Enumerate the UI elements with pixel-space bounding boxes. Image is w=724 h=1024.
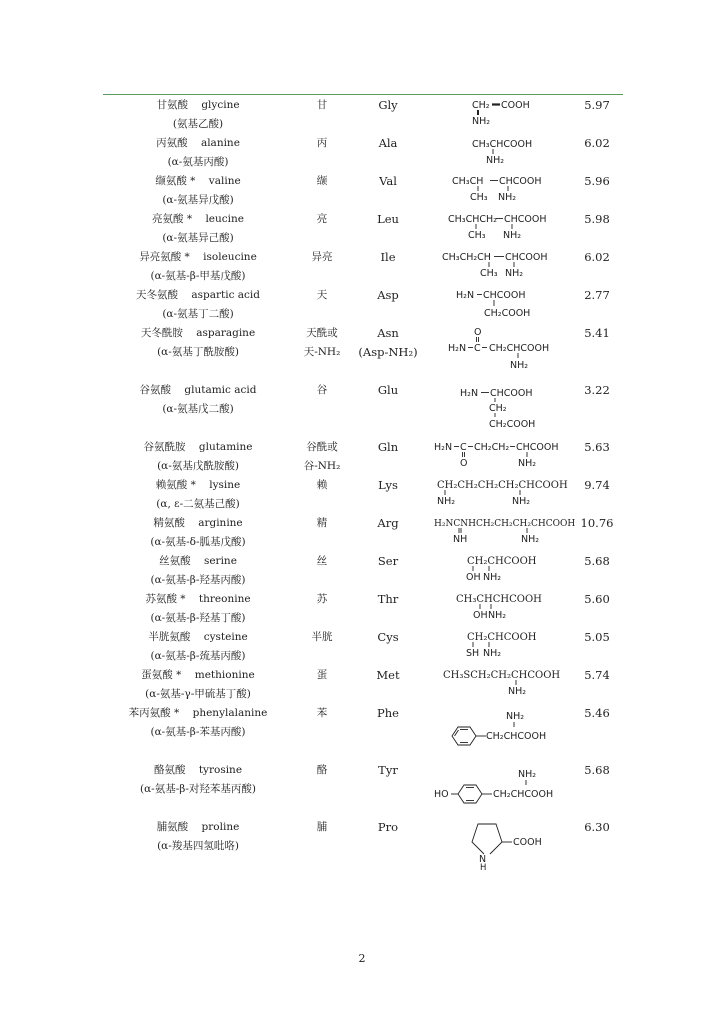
struct-text: NH₂ xyxy=(437,496,456,507)
structure-gly xyxy=(470,96,560,128)
struct-text: H₂N xyxy=(434,442,453,453)
english-name: proline xyxy=(201,821,240,833)
header-rule xyxy=(103,94,623,95)
isoelectric-point: 6.30 xyxy=(584,820,610,834)
amino-acid-name xyxy=(148,630,247,644)
chinese-abbreviation: 蛋 xyxy=(316,669,328,681)
struct-text: CH₃ xyxy=(470,192,488,203)
systematic-name: (α-氨基-β-甲基戊酸) xyxy=(150,270,246,282)
chinese-name: 酪氨酸 xyxy=(153,764,186,776)
chinese-name: 谷氨酰胺 xyxy=(143,441,186,453)
structure-cys xyxy=(465,629,565,661)
chinese-abbreviation: 酪 xyxy=(316,764,328,776)
struct-text: CH₂CH₂ xyxy=(474,442,510,453)
chinese-name: 赖氨酸 * xyxy=(155,479,196,491)
chinese-name: 精氨酸 xyxy=(153,517,185,529)
structure-ile xyxy=(442,249,562,281)
struct-text: CHCOOH xyxy=(483,290,526,301)
struct-text: H₂N xyxy=(456,290,475,301)
three-letter-code: Arg xyxy=(377,516,399,530)
amino-acid-name xyxy=(156,136,240,150)
three-letter-code: Glu xyxy=(377,383,399,397)
spacer xyxy=(181,669,194,681)
isoelectric-point: 5.74 xyxy=(584,668,610,682)
spacer xyxy=(186,593,199,605)
english-name: valine xyxy=(208,175,241,187)
amino-acid-name xyxy=(141,326,255,340)
struct-text: CH₂CHCOOH xyxy=(467,556,537,567)
struct-text: NH₂ xyxy=(498,192,517,203)
chinese-abbreviation: 天酰或 xyxy=(306,327,338,339)
structure-met xyxy=(443,667,568,699)
struct-text: NH₂ xyxy=(508,686,527,697)
english-name: cysteine xyxy=(203,631,248,643)
struct-text: CH₂CHCOOH xyxy=(486,731,547,742)
struct-text: NH₂ xyxy=(518,769,537,780)
english-name: leucine xyxy=(205,213,245,225)
structure-gln xyxy=(434,439,569,471)
english-name: arginine xyxy=(198,517,243,529)
isoelectric-point: 5.05 xyxy=(584,630,610,644)
three-letter-code: Met xyxy=(376,668,400,682)
chinese-name: 甘氨酸 xyxy=(156,99,188,111)
amino-acid-name xyxy=(140,383,257,397)
english-name: isoleucine xyxy=(203,251,257,263)
spacer xyxy=(190,631,203,643)
spacer xyxy=(188,137,201,149)
chinese-name: 谷氨酸 xyxy=(139,384,172,396)
systematic-name: (α-氨基戊酰胺酸) xyxy=(157,460,239,472)
amino-acid-name xyxy=(155,174,240,188)
chinese-abbreviation: 异亮 xyxy=(311,251,333,263)
structure-pro xyxy=(460,818,560,873)
english-name: serine xyxy=(203,555,237,567)
struct-text: H₂N xyxy=(448,343,467,354)
struct-text: OH xyxy=(473,610,488,621)
struct-text: CHCOOH xyxy=(505,252,548,263)
chinese-name: 亮氨酸 * xyxy=(151,213,193,225)
struct-text: N xyxy=(479,854,487,865)
spacer xyxy=(192,213,205,225)
systematic-name: (α-氨基-β-羟基丁酸) xyxy=(150,612,246,624)
structure-ala xyxy=(470,135,560,167)
isoelectric-point: 5.63 xyxy=(584,440,610,454)
structure-arg xyxy=(434,515,576,547)
chinese-name: 缬氨酸 * xyxy=(155,175,196,187)
struct-text: CH₂CH₂CH₂CH₂CHCOOH xyxy=(437,480,568,491)
english-name: aspartic acid xyxy=(191,289,261,301)
chinese-name: 丙氨酸 xyxy=(156,137,188,149)
isoelectric-point: 5.41 xyxy=(584,326,610,340)
struct-text: CH₂COOH xyxy=(489,419,536,430)
amino-acid-name xyxy=(159,554,237,568)
structure-glu xyxy=(460,385,570,431)
spacer xyxy=(190,251,203,263)
three-letter-code: Phe xyxy=(377,706,399,720)
chinese-abbreviation: 脯 xyxy=(316,821,328,833)
struct-text: CHCOOH xyxy=(504,214,547,225)
isoelectric-point: 5.68 xyxy=(584,763,610,777)
systematic-name: (α-羧基四氢吡咯) xyxy=(157,840,239,852)
struct-text: CH₃CHCHCOOH xyxy=(456,594,542,605)
spacer xyxy=(178,289,191,301)
chinese-abbreviation: 谷酰或 xyxy=(306,441,338,453)
three-letter-code: Tyr xyxy=(378,763,398,777)
struct-text: CH₂CHCOOH xyxy=(493,789,554,800)
three-letter-code: Asn xyxy=(377,326,399,340)
chinese-name: 半胱氨酸 xyxy=(148,631,191,643)
systematic-name: (α-氨基丁酰胺酸) xyxy=(157,346,239,358)
spacer xyxy=(188,99,201,111)
systematic-name: (α-氨基异戊酸) xyxy=(162,194,234,206)
three-letter-code: Asp xyxy=(377,288,399,302)
struct-text: CH₂CHCOOH xyxy=(467,632,537,643)
struct-text: O xyxy=(460,458,468,469)
chinese-name: 苏氨酸 * xyxy=(145,593,186,605)
struct-text: CHCOOH xyxy=(516,442,559,453)
struct-text: CH₃ xyxy=(480,268,498,279)
chinese-abbreviation: 天 xyxy=(316,289,328,301)
three-letter-code: Thr xyxy=(377,592,399,606)
struct-text: NH₂ xyxy=(518,458,537,469)
english-name: glutamic acid xyxy=(184,384,257,396)
systematic-name: (α-氨基-β-对羟苯基丙酸) xyxy=(140,783,256,795)
spacer xyxy=(185,764,198,776)
english-name: glutamine xyxy=(198,441,253,453)
struct-text: NH₂ xyxy=(512,496,531,507)
struct-text: CH₃CH₂CH xyxy=(442,252,491,263)
page-number: 2 xyxy=(358,952,366,965)
struct-text: NH₂ xyxy=(486,155,505,166)
english-name: threonine xyxy=(198,593,251,605)
struct-text: CH₂ xyxy=(489,403,507,414)
english-name: lysine xyxy=(209,479,241,491)
chinese-abbreviation: 精 xyxy=(316,517,328,529)
structure-asn xyxy=(448,325,563,371)
spacer xyxy=(196,479,209,491)
struct-text: COOH xyxy=(501,100,530,111)
struct-text: NH₂ xyxy=(472,116,491,127)
three-letter-code: Ser xyxy=(377,554,399,568)
struct-text: NH₂ xyxy=(506,711,525,722)
isoelectric-point: 5.96 xyxy=(584,174,610,188)
three-letter-code: Pro xyxy=(377,820,399,834)
spacer xyxy=(183,327,196,339)
isoelectric-point: 5.97 xyxy=(584,98,610,112)
structure-tyr xyxy=(434,764,569,804)
chinese-abbreviation: 赖 xyxy=(316,479,328,491)
three-letter-code: Gly xyxy=(378,98,398,112)
struct-text: NH₂ xyxy=(505,268,524,279)
spacer xyxy=(186,441,199,453)
chinese-abbreviation: 半胱 xyxy=(311,631,333,643)
amino-acid-name xyxy=(145,592,250,606)
systematic-name: (α-氨基丙酸) xyxy=(167,156,229,168)
struct-text: H xyxy=(480,863,487,873)
struct-text: CH₃SCH₂CH₂CHCOOH xyxy=(443,670,561,681)
struct-text: NH xyxy=(453,534,468,545)
systematic-name: (α-氨基戊二酸) xyxy=(162,403,234,415)
systematic-name: (α, ε-二氨基己酸) xyxy=(156,498,240,510)
amino-acid-name xyxy=(156,478,240,492)
struct-text: NH₂ xyxy=(488,610,507,621)
systematic-name: (α-氨基-β-苯基丙酸) xyxy=(150,726,246,738)
struct-text: H₂NCNHCH₂CH₂CH₂CHCOOH xyxy=(434,519,576,529)
amino-acid-name xyxy=(153,516,242,530)
chinese-name: 天冬酰胺 xyxy=(140,327,183,339)
chinese-abbreviation-alt: 天-NH₂ xyxy=(303,346,341,358)
amino-acid-name xyxy=(144,440,253,454)
struct-text: O xyxy=(474,327,482,338)
systematic-name: (α-氨基丁二酸) xyxy=(162,308,234,320)
three-letter-code: Leu xyxy=(377,212,399,226)
three-letter-code: Val xyxy=(379,174,397,188)
isoelectric-point: 6.02 xyxy=(584,136,610,150)
isoelectric-point: 5.68 xyxy=(584,554,610,568)
structure-lys xyxy=(437,477,567,509)
struct-text: HO xyxy=(434,789,449,800)
chinese-abbreviation: 甘 xyxy=(316,99,328,111)
chinese-name: 异亮氨酸 * xyxy=(139,251,190,263)
systematic-name: (α-氨基-β-羟基丙酸) xyxy=(150,574,246,586)
systematic-name: (α-氨基异己酸) xyxy=(162,232,234,244)
amino-acid-name xyxy=(156,98,239,112)
english-name: alanine xyxy=(200,137,240,149)
struct-text: NH₂ xyxy=(510,360,529,371)
struct-text: NH₂ xyxy=(521,534,540,545)
amino-acid-name xyxy=(129,706,268,720)
structure-ser xyxy=(465,553,565,585)
spacer xyxy=(191,555,204,567)
amino-acid-name xyxy=(152,212,244,226)
three-letter-code: Ala xyxy=(378,136,398,150)
chinese-name: 脯氨酸 xyxy=(156,821,189,833)
struct-text: H₂N xyxy=(460,388,479,399)
isoelectric-point: 2.77 xyxy=(584,288,610,302)
struct-text: CH₃CHCH₂ xyxy=(448,214,497,225)
systematic-name: (氨基乙酸) xyxy=(172,118,224,130)
chinese-abbreviation: 谷 xyxy=(316,384,328,396)
chinese-abbreviation: 苯 xyxy=(316,707,328,719)
struct-text: CH₃CH xyxy=(452,176,484,187)
struct-text: C xyxy=(460,442,467,453)
struct-text: CH₂CHCOOH xyxy=(489,343,550,354)
english-name: methionine xyxy=(194,669,255,681)
amino-acid-name xyxy=(139,250,257,264)
three-letter-code: Lys xyxy=(378,478,398,492)
struct-text: NH₂ xyxy=(483,572,502,583)
struct-text: COOH xyxy=(513,837,542,848)
struct-text: CH₃ xyxy=(468,230,486,241)
structure-asp xyxy=(456,287,566,321)
chinese-abbreviation-alt: 谷-NH₂ xyxy=(303,460,341,472)
struct-text: NH₂ xyxy=(503,230,522,241)
spacer xyxy=(195,175,208,187)
chinese-abbreviation: 苏 xyxy=(316,593,328,605)
isoelectric-point: 10.76 xyxy=(580,516,614,530)
systematic-name: (α-氨基-δ-胍基戊酸) xyxy=(150,536,246,548)
chinese-name: 丝氨酸 xyxy=(159,555,191,567)
spacer xyxy=(185,517,198,529)
struct-text: CHCOOH xyxy=(490,388,533,399)
amino-acid-name xyxy=(136,288,260,302)
struct-text: C xyxy=(474,343,481,354)
struct-text: OH xyxy=(466,572,481,583)
english-name: glycine xyxy=(201,99,240,111)
systematic-name: (α-氨基-γ-甲硫基丁酸) xyxy=(145,688,251,700)
english-name: asparagine xyxy=(196,327,256,339)
amino-acid-name xyxy=(157,820,240,834)
isoelectric-point: 5.46 xyxy=(584,706,610,720)
struct-text: SH xyxy=(466,648,480,659)
structure-leu xyxy=(448,211,563,243)
structure-phe xyxy=(446,706,566,746)
chinese-name: 天冬氨酸 xyxy=(135,289,178,301)
three-letter-code: Ile xyxy=(380,250,396,264)
structure-thr xyxy=(456,591,566,623)
amino-acid-name xyxy=(154,763,242,777)
three-letter-code-alt: (Asp-NH₂) xyxy=(358,345,418,359)
chinese-abbreviation: 缬 xyxy=(316,175,328,187)
isoelectric-point: 5.98 xyxy=(584,212,610,226)
struct-text: CH₂COOH xyxy=(484,308,531,319)
isoelectric-point: 9.74 xyxy=(584,478,610,492)
isoelectric-point: 6.02 xyxy=(584,250,610,264)
three-letter-code: Gln xyxy=(377,440,399,454)
spacer xyxy=(171,384,184,396)
structure-val xyxy=(452,173,562,205)
spacer xyxy=(188,821,201,833)
struct-text: CHCOOH xyxy=(499,176,542,187)
chinese-name: 蛋氨酸 * xyxy=(141,669,182,681)
struct-text: NH₂ xyxy=(483,648,502,659)
english-name: tyrosine xyxy=(198,764,243,776)
english-name: phenylalanine xyxy=(192,707,268,719)
systematic-name: (α-氨基-β-巯基丙酸) xyxy=(150,650,246,662)
isoelectric-point: 3.22 xyxy=(584,383,610,397)
three-letter-code: Cys xyxy=(377,630,399,644)
chinese-abbreviation: 丝 xyxy=(316,555,328,567)
isoelectric-point: 5.60 xyxy=(584,592,610,606)
spacer xyxy=(179,707,192,719)
amino-acid-name xyxy=(141,668,254,682)
chinese-name: 苯丙氨酸 * xyxy=(128,707,180,719)
struct-text: CH₃CHCOOH xyxy=(472,139,533,150)
chinese-abbreviation: 亮 xyxy=(316,213,328,225)
chinese-abbreviation: 丙 xyxy=(316,137,328,149)
struct-text: CH₂ xyxy=(472,100,490,111)
